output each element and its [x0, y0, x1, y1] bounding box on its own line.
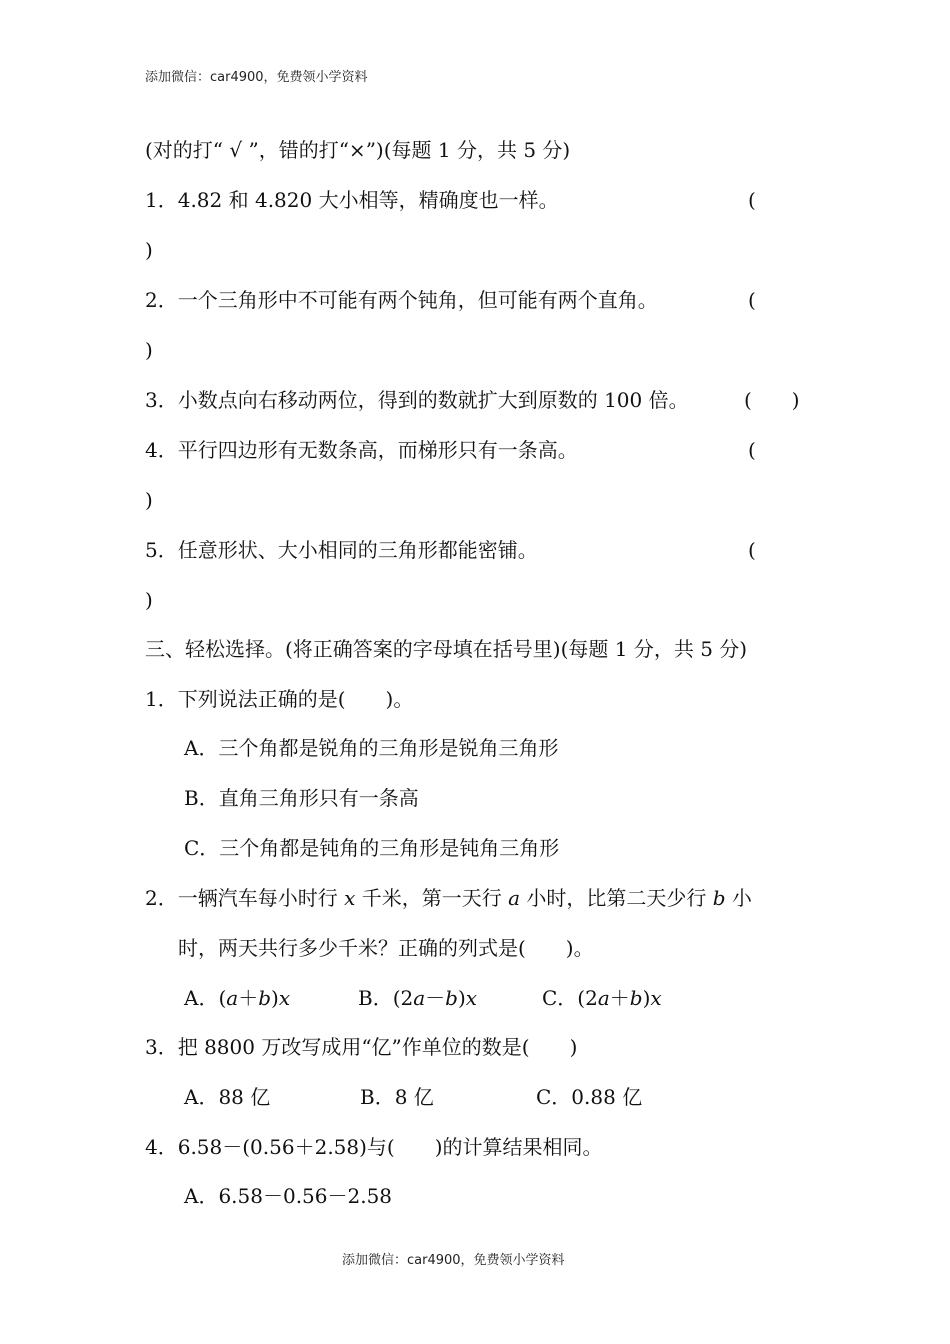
judge-item-5-close-paren: ): [145, 588, 153, 612]
q1-option-a: A．三个角都是锐角的三角形是锐角三角形: [184, 736, 559, 760]
q2-opt-part: C．(2: [542, 986, 598, 1010]
q3-option-a: A．88 亿: [184, 1085, 271, 1109]
q2-opt-part: ＋: [609, 986, 630, 1010]
q2-opt-var: a: [226, 986, 239, 1010]
q2-opt-part: B．(2: [358, 986, 414, 1010]
watermark-bottom: 添加微信：car4900，免费领小学资料: [342, 1253, 565, 1268]
q2-opt-part: ): [457, 986, 466, 1010]
q1-option-b: B．直角三角形只有一条高: [184, 786, 419, 810]
q2-stem-part: 小: [725, 886, 752, 910]
q2-opt-var: a: [413, 986, 426, 1010]
q2-stem-part: 千米，第一天行: [355, 886, 509, 910]
q2-opt-var: b: [629, 986, 643, 1010]
q2-opt-var: b: [258, 986, 271, 1010]
judge-item-3: 3．小数点向右移动两位，得到的数就扩大到原数的 100 倍。: [145, 388, 689, 412]
q2-option-a: [184, 984, 290, 1012]
q2-opt-part: ): [642, 986, 651, 1010]
judge-item-4: 4．平行四边形有无数条高，而梯形只有一条高。: [145, 438, 578, 462]
q2-var-x: x: [344, 886, 356, 910]
q2-var-b: b: [712, 886, 726, 910]
judge-item-5: 5．任意形状、大小相同的三角形都能密铺。: [145, 538, 538, 562]
q2-stem-line2: 时，两天共行多少千米？正确的列式是( )。: [178, 936, 594, 960]
judge-instruction: (对的打“ √ ”，错的打“×”)(每题 1 分，共 5 分): [145, 138, 571, 162]
q4-option-a: A．6.58－0.56－2.58: [184, 1184, 393, 1208]
q3-option-c: C．0.88 亿: [536, 1085, 643, 1109]
judge-item-4-open-paren: (: [748, 438, 756, 462]
q3-option-b: B．8 亿: [360, 1085, 434, 1109]
judge-item-1-close-paren: ): [145, 238, 153, 262]
q2-opt-var: x: [278, 986, 291, 1010]
q2-option-c: [542, 984, 662, 1012]
choice-heading: 三、轻松选择。(将正确答案的字母填在括号里)(每题 1 分，共 5 分): [145, 637, 748, 661]
q2-opt-var: b: [445, 986, 458, 1010]
q2-opt-part: ): [271, 986, 279, 1010]
q2-opt-var: x: [650, 986, 662, 1010]
judge-item-1: 1．4.82 和 4.820 大小相等，精确度也一样。: [145, 188, 559, 212]
judge-item-2: 2．一个三角形中不可能有两个钝角，但可能有两个直角。: [145, 288, 658, 312]
judge-item-2-close-paren: ): [145, 338, 153, 362]
q4-stem: 4．6.58－(0.56＋2.58)与( )的计算结果相同。: [145, 1135, 603, 1159]
judge-item-4-close-paren: ): [145, 488, 153, 512]
q2-opt-part: ＋: [238, 986, 259, 1010]
q2-opt-part: A．(: [184, 986, 227, 1010]
judge-item-1-open-paren: (: [748, 188, 756, 212]
q3-stem: 3．把 8800 万改写成用“亿”作单位的数是( ): [145, 1035, 578, 1059]
judge-item-5-open-paren: (: [748, 538, 756, 562]
q2-stem-part: 2．一辆汽车每小时行: [145, 886, 345, 910]
q2-opt-part: －: [425, 986, 446, 1010]
judge-item-3-paren: ( ): [744, 388, 800, 412]
q2-stem-line1: [145, 884, 752, 912]
q1-stem: 1．下列说法正确的是( )。: [145, 687, 414, 711]
q1-option-c: C．三个角都是钝角的三角形是钝角三角形: [184, 836, 560, 860]
q2-opt-var: a: [597, 986, 610, 1010]
q2-option-b: [358, 984, 477, 1012]
watermark-top: 添加微信：car4900，免费领小学资料: [145, 70, 368, 85]
q2-opt-var: x: [465, 986, 478, 1010]
judge-item-2-open-paren: (: [748, 288, 756, 312]
q2-var-a: a: [508, 886, 521, 910]
q2-stem-part: 小时，比第二天少行: [520, 886, 713, 910]
